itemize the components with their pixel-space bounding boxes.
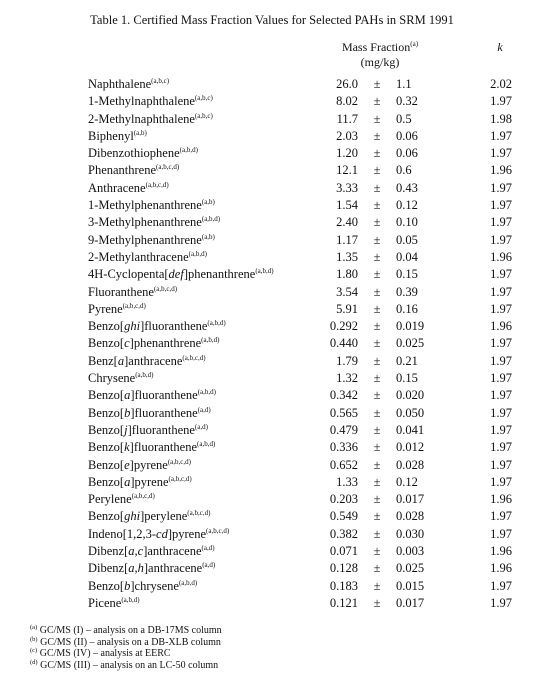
mass-fraction-value: 0.183 xyxy=(329,578,358,593)
table-row xyxy=(0,162,544,179)
compound-name xyxy=(88,284,177,301)
mass-fraction-footnote-mark: (a) xyxy=(410,40,419,48)
compound-name xyxy=(88,439,215,456)
compound-name xyxy=(88,180,169,197)
compound-name-part: Chrysene xyxy=(88,371,136,386)
compound-name xyxy=(88,595,140,612)
method-footnote-marks: (a,b,d) xyxy=(188,249,207,258)
table-row xyxy=(0,111,544,128)
uncertainty-value: 0.041 xyxy=(396,422,425,437)
compound-name-part: 1-Methylphenanthrene xyxy=(88,198,202,213)
compound-name-part: def xyxy=(168,267,184,282)
plus-minus-sign: ± xyxy=(373,180,381,195)
mass-fraction-value: 11.7 xyxy=(336,111,358,126)
method-footnote-marks: (a,b,c) xyxy=(151,77,170,85)
plus-minus-sign: ± xyxy=(373,422,381,437)
uncertainty-value: 0.06 xyxy=(396,128,418,143)
compound-name xyxy=(88,335,219,352)
plus-minus-sign: ± xyxy=(373,388,381,403)
mass-fraction-value: 1.33 xyxy=(336,474,358,489)
uncertainty-value: 0.019 xyxy=(396,319,425,334)
mass-fraction-value: 0.071 xyxy=(329,544,358,559)
uncertainty-value: 0.012 xyxy=(396,440,425,455)
compound-name-part: ]phenanthrene xyxy=(183,267,256,282)
compound-name-part: b xyxy=(124,405,131,420)
plus-minus-sign: ± xyxy=(373,94,381,109)
compound-name-part: Indeno[1,2,3- xyxy=(88,526,157,541)
method-footnote-marks: (a,d) xyxy=(197,405,211,414)
plus-minus-sign: ± xyxy=(373,578,381,593)
coverage-factor-value: 1.97 xyxy=(490,180,512,195)
table-row xyxy=(0,439,544,456)
coverage-factor-value: 1.97 xyxy=(490,146,512,161)
pah-table xyxy=(0,76,544,612)
table-row xyxy=(0,543,544,560)
coverage-factor-value: 1.97 xyxy=(490,267,512,282)
method-footnote-marks: (a,b,c,d) xyxy=(153,284,178,293)
mass-fraction-value: 3.33 xyxy=(336,180,358,195)
table-row xyxy=(0,197,544,214)
uncertainty-value: 0.050 xyxy=(396,405,425,420)
compound-name-part: ]pyrene xyxy=(129,457,168,472)
table-row xyxy=(0,232,544,249)
plus-minus-sign: ± xyxy=(373,544,381,559)
uncertainty-value: 0.017 xyxy=(396,595,425,610)
coverage-factor-value: 1.97 xyxy=(490,422,512,437)
compound-name-part: b xyxy=(124,578,131,593)
compound-name-part: ]phenanthrene xyxy=(129,336,202,351)
coverage-factor-value: 1.96 xyxy=(490,249,512,264)
compound-name-part: Perylene xyxy=(88,492,132,507)
mass-fraction-value: 0.382 xyxy=(329,526,358,541)
coverage-factor-value: 1.97 xyxy=(490,457,512,472)
uncertainty-value: 0.6 xyxy=(396,163,412,178)
method-footnote-marks: (a,b) xyxy=(201,232,215,241)
compound-name-part: Benzo[ xyxy=(88,509,125,524)
compound-name-part: Benzo[ xyxy=(88,405,125,420)
uncertainty-value: 0.39 xyxy=(396,284,418,299)
coverage-factor-value: 1.96 xyxy=(490,492,512,507)
uncertainty-value: 0.04 xyxy=(396,249,418,264)
footnote xyxy=(30,637,222,649)
table-row xyxy=(0,370,544,387)
coverage-factor-value: 1.97 xyxy=(490,353,512,368)
table-row xyxy=(0,474,544,491)
compound-name-part: ]fluoranthene xyxy=(129,440,197,455)
compound-name-part: Benzo[ xyxy=(88,474,125,489)
compound-name xyxy=(88,422,208,439)
compound-name xyxy=(88,318,226,335)
coverage-factor-value: 1.97 xyxy=(490,388,512,403)
plus-minus-sign: ± xyxy=(373,405,381,420)
compound-name-part: 2-Methylnaphthalene xyxy=(88,111,195,126)
mass-fraction-value: 5.91 xyxy=(336,301,358,316)
compound-name-part: ]fluoranthene xyxy=(130,405,198,420)
mass-fraction-value: 1.32 xyxy=(336,371,358,386)
coverage-factor-value: 1.96 xyxy=(490,163,512,178)
coverage-factor-value: 2.02 xyxy=(490,77,512,91)
compound-name xyxy=(88,162,179,179)
method-footnote-marks: (a,d) xyxy=(202,561,216,570)
compound-name xyxy=(88,111,213,128)
coverage-factor-header: k xyxy=(497,40,503,54)
method-footnote-marks: (a,b,c,d) xyxy=(206,526,230,535)
footnote-text: GC/MS (III) – analysis on an LC-50 column xyxy=(37,659,219,671)
compound-name-part: ghi xyxy=(124,509,141,524)
uncertainty-value: 0.030 xyxy=(396,526,425,541)
compound-name-part: a,c xyxy=(128,544,144,559)
uncertainty-value: 0.12 xyxy=(396,198,418,213)
table-row xyxy=(0,335,544,352)
uncertainty-value: 0.15 xyxy=(396,371,418,386)
compound-name xyxy=(88,526,229,543)
plus-minus-sign: ± xyxy=(373,198,381,213)
table-row xyxy=(0,145,544,162)
mass-fraction-value: 0.440 xyxy=(329,336,358,351)
table-row xyxy=(0,214,544,231)
method-footnote-marks: (a,b,d) xyxy=(178,578,198,587)
table-row xyxy=(0,318,544,335)
mass-fraction-value: 3.54 xyxy=(336,284,358,299)
coverage-factor-value: 1.97 xyxy=(490,232,512,247)
table-row xyxy=(0,560,544,577)
compound-name-part: Benzo[ xyxy=(88,440,125,455)
plus-minus-sign: ± xyxy=(373,595,381,610)
compound-name xyxy=(88,474,192,491)
plus-minus-sign: ± xyxy=(373,267,381,282)
compound-name-part: 4H-Cyclopenta[ xyxy=(88,267,169,282)
plus-minus-sign: ± xyxy=(373,457,381,472)
uncertainty-value: 0.06 xyxy=(396,146,418,161)
method-footnote-marks: (a,b,d) xyxy=(197,440,216,449)
compound-name-part: 3-Methylphenanthrene xyxy=(88,215,202,230)
coverage-factor-value: 1.98 xyxy=(490,111,512,126)
uncertainty-value: 0.028 xyxy=(396,509,425,524)
method-footnote-marks: (a,b) xyxy=(133,128,147,137)
compound-name xyxy=(88,457,191,474)
compound-name xyxy=(88,370,154,387)
plus-minus-sign: ± xyxy=(373,336,381,351)
compound-name xyxy=(88,197,215,214)
table-row xyxy=(0,508,544,525)
mass-fraction-value: 0.292 xyxy=(329,319,358,334)
uncertainty-value: 0.05 xyxy=(396,232,418,247)
compound-name-part: ]anthracene xyxy=(143,544,202,559)
mass-fraction-value: 0.652 xyxy=(329,457,358,472)
compound-name-part: Phenanthrene xyxy=(88,163,157,178)
method-footnote-marks: (a,b,d) xyxy=(135,371,154,380)
coverage-factor-value: 1.97 xyxy=(490,509,512,524)
compound-name xyxy=(88,232,215,249)
footnote-text: GC/MS (I) – analysis on a DB-17MS column xyxy=(37,625,222,636)
plus-minus-sign: ± xyxy=(373,284,381,299)
compound-name-part: Benzo[ xyxy=(88,388,125,403)
uncertainty-value: 0.025 xyxy=(396,561,425,576)
plus-minus-sign: ± xyxy=(373,232,381,247)
table-row xyxy=(0,526,544,543)
table-row xyxy=(0,422,544,439)
plus-minus-sign: ± xyxy=(373,249,381,264)
table-title: Table 1. Certified Mass Fraction Values for Selected PAHs in SRM 1991 xyxy=(90,13,454,27)
compound-name-part: Benz[ xyxy=(88,353,118,368)
footnote xyxy=(30,648,222,660)
compound-name-part: Biphenyl xyxy=(88,128,134,143)
mass-fraction-value: 0.121 xyxy=(329,595,358,610)
mass-fraction-value: 26.0 xyxy=(336,77,358,91)
method-footnote-marks: (a,b,c,d) xyxy=(167,457,191,466)
mass-fraction-value: 0.565 xyxy=(329,405,358,420)
uncertainty-value: 0.32 xyxy=(396,94,418,109)
method-footnote-marks: (a,b,c,d) xyxy=(168,474,192,483)
compound-name xyxy=(88,387,216,404)
mass-fraction-value: 0.479 xyxy=(329,422,358,437)
footnotes xyxy=(30,625,222,671)
method-footnote-marks: (a,b,d) xyxy=(179,146,198,155)
table-row xyxy=(0,284,544,301)
method-footnote-marks: (a,b,d) xyxy=(255,267,274,276)
coverage-factor-value: 1.97 xyxy=(490,301,512,316)
compound-name xyxy=(88,128,147,145)
compound-name-part: ]pyrene xyxy=(130,474,169,489)
compound-name-part: Pyrene xyxy=(88,301,123,316)
coverage-factor-value: 1.97 xyxy=(490,526,512,541)
compound-name-part: Benzo[ xyxy=(88,422,125,437)
uncertainty-value: 0.5 xyxy=(396,111,412,126)
compound-name-part: ]fluoranthene xyxy=(130,388,198,403)
coverage-factor-value: 1.97 xyxy=(490,94,512,109)
compound-name xyxy=(88,508,210,525)
compound-name xyxy=(88,76,169,93)
plus-minus-sign: ± xyxy=(373,319,381,334)
table-row xyxy=(0,353,544,370)
method-footnote-marks: (a,b,c) xyxy=(194,111,213,120)
mass-fraction-value: 1.35 xyxy=(336,249,358,264)
table-row xyxy=(0,578,544,595)
method-footnote-marks: (a,b,d) xyxy=(201,336,220,345)
compound-name-part: Anthracene xyxy=(88,180,146,195)
compound-name-part: ]chrysene xyxy=(130,578,179,593)
table-row xyxy=(0,457,544,474)
footnote xyxy=(30,625,222,637)
method-footnote-marks: (a,b,c,d) xyxy=(122,301,146,310)
mass-fraction-value: 0.336 xyxy=(329,440,358,455)
method-footnote-marks: (a,b,c,d) xyxy=(145,180,169,189)
compound-name-part: Dibenz[ xyxy=(88,561,129,576)
compound-name-part: Picene xyxy=(88,595,122,610)
mass-fraction-value: 8.02 xyxy=(336,94,358,109)
compound-name-part: k xyxy=(124,440,130,455)
method-footnote-marks: (a,b,c,d) xyxy=(182,353,206,362)
plus-minus-sign: ± xyxy=(373,474,381,489)
compound-name-part: ]anthracene xyxy=(124,353,183,368)
compound-name-part: Benzo[ xyxy=(88,578,125,593)
table-row xyxy=(0,180,544,197)
mass-fraction-value: 12.1 xyxy=(336,163,358,178)
unit-label: (mg/kg) xyxy=(360,55,400,69)
footnote-mark: (d) xyxy=(30,658,38,666)
compound-name-part: a xyxy=(117,353,125,368)
uncertainty-value: 0.003 xyxy=(396,544,425,559)
mass-fraction-value: 0.203 xyxy=(329,492,358,507)
compound-name xyxy=(88,578,197,595)
compound-name-part: 2-Methylanthracene xyxy=(88,249,189,264)
compound-name-part: ]fluoranthene xyxy=(127,422,195,437)
coverage-factor-value: 1.97 xyxy=(490,198,512,213)
method-footnote-marks: (a,b,c,d) xyxy=(131,492,155,501)
method-footnote-marks: (a,b,d) xyxy=(201,215,221,224)
coverage-factor-value: 1.97 xyxy=(490,284,512,299)
compound-name xyxy=(88,145,198,162)
uncertainty-value: 0.015 xyxy=(396,578,425,593)
uncertainty-value: 0.15 xyxy=(396,267,418,282)
compound-name-part: ]anthracene xyxy=(143,561,203,576)
compound-name xyxy=(88,491,155,508)
mass-fraction-value: 2.03 xyxy=(336,128,358,143)
mass-fraction-value: 0.128 xyxy=(329,561,358,576)
coverage-factor-value: 1.97 xyxy=(490,128,512,143)
compound-name-part: ]fluoranthene xyxy=(140,319,208,334)
mass-fraction-value: 1.79 xyxy=(336,353,358,368)
compound-name xyxy=(88,543,215,560)
uncertainty-value: 0.020 xyxy=(396,388,425,403)
method-footnote-marks: (a,b,c,d) xyxy=(156,163,180,172)
compound-name-part: a xyxy=(124,474,131,489)
compound-name-part: ]perylene xyxy=(140,509,188,524)
mass-fraction-value: 0.342 xyxy=(329,388,358,403)
coverage-factor-value: 1.97 xyxy=(490,474,512,489)
uncertainty-value: 0.16 xyxy=(396,301,418,316)
table-row xyxy=(0,405,544,422)
compound-name-part: 9-Methylphenanthrene xyxy=(88,232,202,247)
plus-minus-sign: ± xyxy=(373,371,381,386)
compound-name-part: c xyxy=(124,336,130,351)
compound-name xyxy=(88,266,274,283)
compound-name xyxy=(88,353,206,370)
footnote-mark: (b) xyxy=(30,635,38,643)
compound-name-part: a,h xyxy=(128,561,144,576)
plus-minus-sign: ± xyxy=(373,111,381,126)
table-row xyxy=(0,266,544,283)
compound-name xyxy=(88,405,211,422)
compound-name-part: Benzo[ xyxy=(88,336,125,351)
table-row xyxy=(0,249,544,266)
uncertainty-value: 0.21 xyxy=(396,353,418,368)
table-row xyxy=(0,76,544,93)
mass-fraction-value: 0.549 xyxy=(329,509,358,524)
table-row xyxy=(0,128,544,145)
method-footnote-marks: (a,b,d) xyxy=(121,595,140,604)
plus-minus-sign: ± xyxy=(373,440,381,455)
coverage-factor-value: 1.97 xyxy=(490,405,512,420)
footnote xyxy=(30,660,222,672)
compound-name-part: Fluoranthene xyxy=(88,284,154,299)
compound-name-part: Naphthalene xyxy=(88,77,152,91)
method-footnote-marks: (a,b,d) xyxy=(197,388,216,397)
compound-name xyxy=(88,214,220,231)
compound-name-part: Benzo[ xyxy=(88,457,125,472)
mass-fraction-value: 1.20 xyxy=(336,146,358,161)
table-row xyxy=(0,595,544,612)
plus-minus-sign: ± xyxy=(373,492,381,507)
plus-minus-sign: ± xyxy=(373,353,381,368)
plus-minus-sign: ± xyxy=(373,128,381,143)
mass-fraction-value: 1.54 xyxy=(336,198,358,213)
method-footnote-marks: (a,b,c) xyxy=(194,94,213,103)
method-footnote-marks: (a,b,d) xyxy=(207,319,226,328)
coverage-factor-value: 1.97 xyxy=(490,595,512,610)
compound-name-part: e xyxy=(124,457,130,472)
compound-name-part: a xyxy=(124,388,131,403)
plus-minus-sign: ± xyxy=(373,215,381,230)
table-row xyxy=(0,93,544,110)
mass-fraction-label: Mass Fraction xyxy=(341,40,411,54)
coverage-factor-value: 1.96 xyxy=(490,319,512,334)
uncertainty-value: 0.10 xyxy=(396,215,418,230)
footnote-mark: (a) xyxy=(30,624,38,631)
plus-minus-sign: ± xyxy=(373,77,381,91)
uncertainty-value: 1.1 xyxy=(396,77,412,91)
uncertainty-value: 0.12 xyxy=(396,474,418,489)
method-footnote-marks: (a,b,c,d) xyxy=(187,509,211,518)
coverage-factor-value: 1.97 xyxy=(490,336,512,351)
uncertainty-value: 0.028 xyxy=(396,457,425,472)
method-footnote-marks: (a,d) xyxy=(194,422,208,431)
compound-name-part: ]pyrene xyxy=(167,526,207,541)
compound-name xyxy=(88,301,146,318)
plus-minus-sign: ± xyxy=(373,163,381,178)
plus-minus-sign: ± xyxy=(373,561,381,576)
compound-name-part: Benzo[ xyxy=(88,319,125,334)
footnote-mark: (c) xyxy=(30,647,38,655)
mass-fraction-value: 1.17 xyxy=(336,232,358,247)
compound-name-part: ghi xyxy=(124,319,141,334)
plus-minus-sign: ± xyxy=(373,526,381,541)
compound-name-part: j xyxy=(124,422,128,437)
coverage-factor-value: 1.97 xyxy=(490,215,512,230)
footnote-text: GC/MS (II) – analysis on a DB-XLB column xyxy=(37,636,221,648)
table-row xyxy=(0,387,544,404)
coverage-factor-value: 1.97 xyxy=(490,440,512,455)
compound-name xyxy=(88,249,207,266)
compound-name-part: Dibenz[ xyxy=(88,544,129,559)
compound-name xyxy=(88,93,213,110)
compound-name-part: Dibenzothiophene xyxy=(88,146,180,161)
coverage-factor-value: 1.96 xyxy=(490,544,512,559)
coverage-factor-value: 1.96 xyxy=(490,561,512,576)
compound-name xyxy=(88,560,215,577)
uncertainty-value: 0.025 xyxy=(396,336,425,351)
coverage-factor-value: 1.97 xyxy=(490,578,512,593)
method-footnote-marks: (a,b) xyxy=(201,198,215,207)
plus-minus-sign: ± xyxy=(373,301,381,316)
plus-minus-sign: ± xyxy=(373,146,381,161)
footnote-text: GC/MS (IV) – analysis at EERC xyxy=(37,648,171,660)
uncertainty-value: 0.017 xyxy=(396,492,425,507)
table-row xyxy=(0,301,544,318)
mass-fraction-header xyxy=(330,40,430,70)
mass-fraction-value: 2.40 xyxy=(336,215,358,230)
table-row xyxy=(0,491,544,508)
method-footnote-marks: (a,d) xyxy=(201,544,215,553)
uncertainty-value: 0.43 xyxy=(396,180,418,195)
coverage-factor-value: 1.97 xyxy=(490,371,512,386)
compound-name-part: cd xyxy=(156,526,168,541)
plus-minus-sign: ± xyxy=(373,509,381,524)
compound-name-part: 1-Methylnaphthalene xyxy=(88,94,195,109)
mass-fraction-value: 1.80 xyxy=(336,267,358,282)
